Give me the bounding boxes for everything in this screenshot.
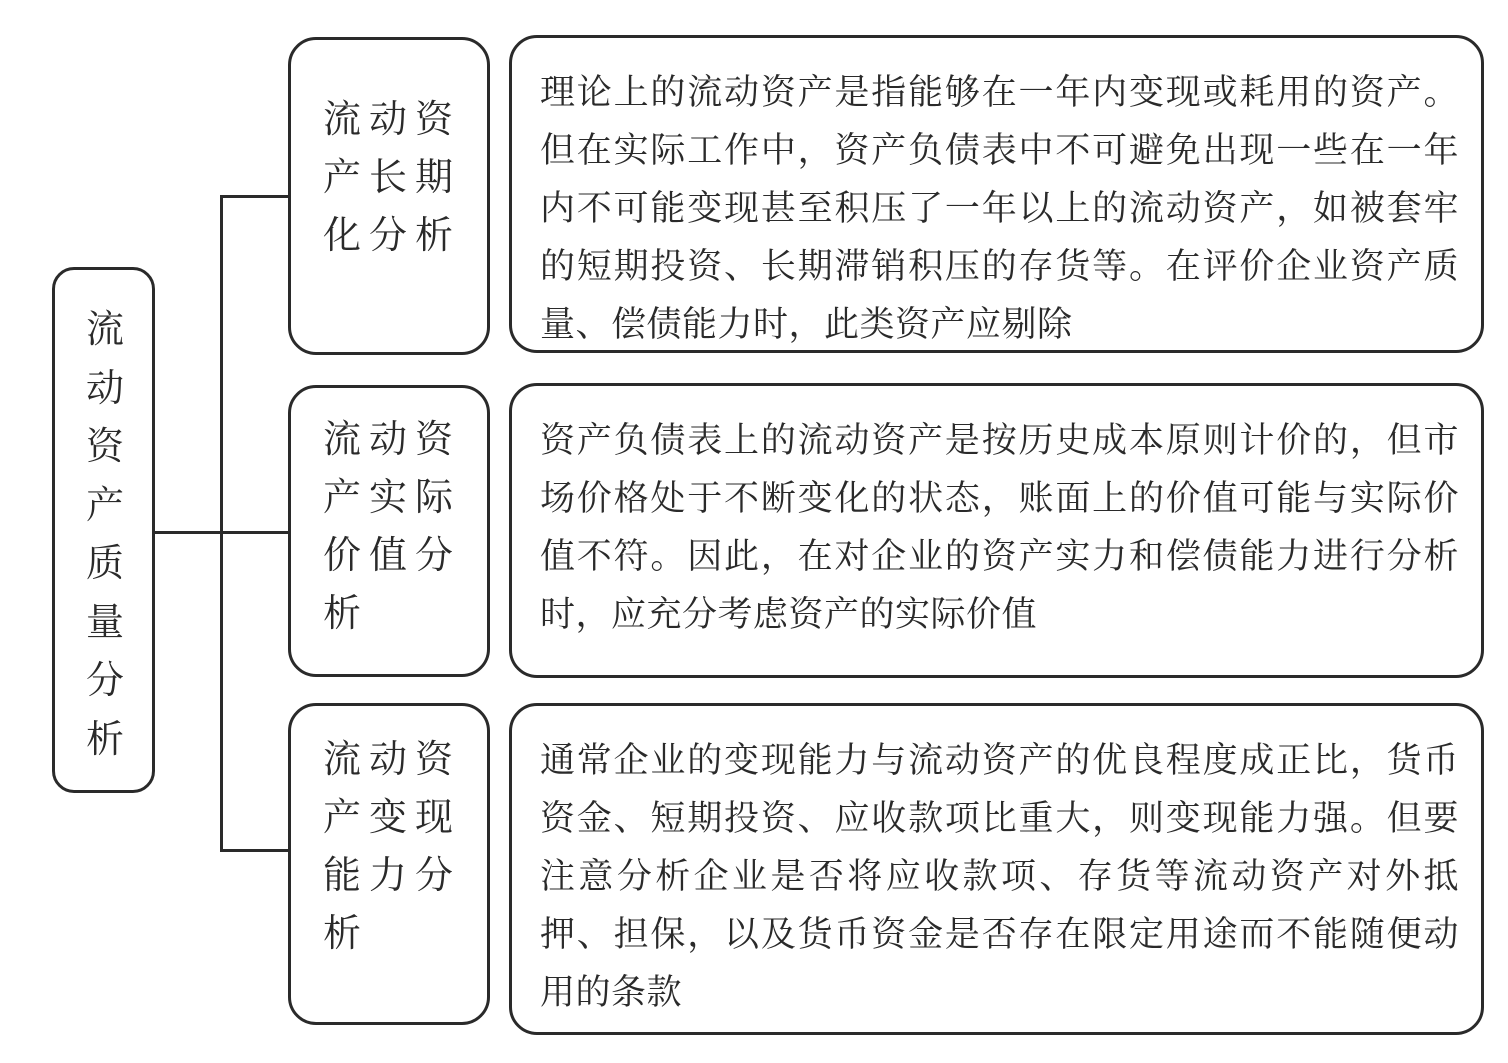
description-text-2: 资产负债表上的流动资产是按历史成本原则计价的，但市场价格处于不断变化的状态，账面上的价值可能与实际价值不符。因此，在对企业的资产实力和偿债能力进行分析时，应充分考虑资产的实际价值 bbox=[540, 421, 1459, 635]
category-label-1: 流动资产长期化分析 bbox=[323, 97, 462, 257]
root-label: 流动资产质量分析 bbox=[86, 307, 125, 761]
vertical-trunk bbox=[220, 195, 223, 852]
category-node-3 bbox=[288, 703, 490, 1025]
description-node-1 bbox=[509, 35, 1484, 353]
root-connector bbox=[153, 531, 222, 534]
description-node-3 bbox=[509, 703, 1484, 1035]
category-label-2: 流动资产实际价值分析 bbox=[323, 417, 462, 635]
category-node-1 bbox=[288, 37, 490, 355]
branch-connector-3 bbox=[220, 849, 290, 852]
branch-connector-1 bbox=[220, 195, 290, 198]
root-node bbox=[52, 267, 155, 793]
description-node-2 bbox=[509, 383, 1484, 678]
description-text-1: 理论上的流动资产是指能够在一年内变现或耗用的资产。但在实际工作中，资产负债表中不可避免出现一些在一年内不可能变现甚至积压了一年以上的流动资产，如被套牢的短期投资、长期滞销积压的存货等。在评价企业资产质量、偿债能力时，此类资产应剔除 bbox=[540, 73, 1459, 345]
description-text-3: 通常企业的变现能力与流动资产的优良程度成正比，货币资金、短期投资、应收款项比重大，则变现能力强。但要注意分析企业是否将应收款项、存货等流动资产对外抵押、担保，以及货币资金是否存在限定用途而不能随便动用的条款 bbox=[540, 741, 1459, 1013]
category-node-2 bbox=[288, 385, 490, 677]
branch-connector-2 bbox=[220, 531, 290, 534]
category-label-3: 流动资产变现能力分析 bbox=[323, 737, 462, 955]
